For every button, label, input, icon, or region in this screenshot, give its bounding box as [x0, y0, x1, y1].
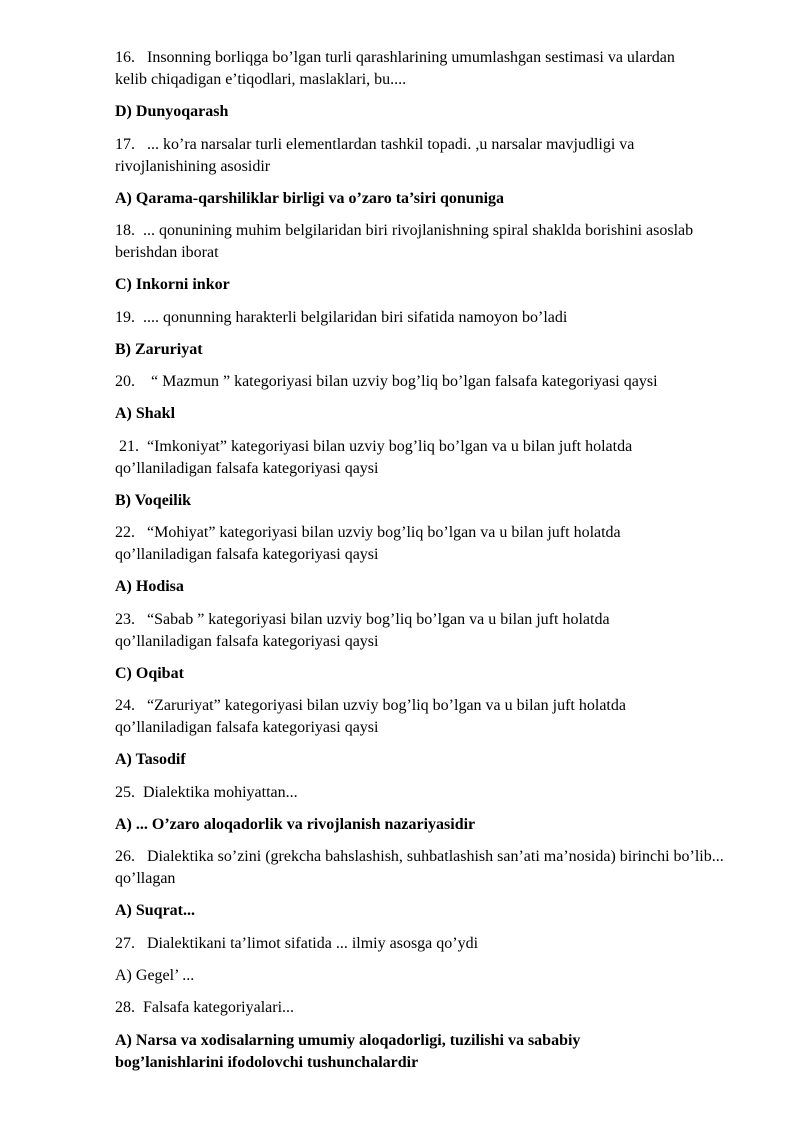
- question-26: 26. Dialektika so’zini (grekcha bahslashish, suhbatlashish san’ati ma’nosida) birinchi bo’lib... qo’llagan: [115, 848, 728, 887]
- question-23: 23. “Sabab ” kategoriyasi bilan uzviy bog’liq bo’lgan va u bilan juft holatda qo’llaniladigan falsafa kategoriyasi qaysi: [115, 611, 614, 650]
- question-28: 28. Falsafa kategoriyalari...: [115, 999, 295, 1016]
- answer-19: B) Zaruriyat: [115, 341, 203, 358]
- answer-22: A) Hodisa: [115, 578, 184, 595]
- question-21: 21. “Imkoniyat” kategoriyasi bilan uzviy bog’liq bo’lgan va u bilan juft holatda qo’llaniladigan falsafa kategoriyasi qaysi: [115, 438, 637, 477]
- answer-27: A) Gegel’ ...: [115, 967, 195, 984]
- answer-26: A) Suqrat...: [115, 902, 196, 919]
- question-18: 18. ... qonunining muhim belgilaridan biri rivojlanishning spiral shaklda borishini asoslab berishdan iborat: [115, 222, 698, 261]
- question-25: 25. Dialektika mohiyattan...: [115, 784, 298, 801]
- answer-17: A) Qarama-qarshiliklar birligi va o’zaro ta’siri qonuniga: [115, 190, 505, 207]
- question-19: 19. .... qonunning harakterli belgilaridan biri sifatida namoyon bo’ladi: [115, 309, 568, 326]
- answer-23: C) Oqibat: [115, 665, 184, 682]
- question-27: 27. Dialektikani ta’limot sifatida ... ilmiy asosga qo’ydi: [115, 935, 479, 952]
- answer-21: B) Voqeilik: [115, 492, 192, 509]
- question-17: 17. ... ko’ra narsalar turli elementlardan tashkil topadi. ,u narsalar mavjudligi va rivojlanishining asosidir: [115, 136, 639, 175]
- question-22: 22. “Mohiyat” kategoriyasi bilan uzviy bog’liq bo’lgan va u bilan juft holatda qo’llaniladigan falsafa kategoriyasi qaysi: [115, 524, 625, 563]
- answer-18: C) Inkorni inkor: [115, 276, 230, 293]
- answer-16: D) Dunyoqarash: [115, 103, 229, 120]
- question-16: 16. Insonning borliqga bo’lgan turli qarashlarining umumlashgan sestimasi va ulardan kelib chiqadigan e’tiqodlari, maslaklari, bu....: [115, 49, 679, 88]
- question-20: 20. “ Mazmun ” kategoriyasi bilan uzviy bog’liq bo’lgan falsafa kategoriyasi qaysi: [115, 373, 658, 390]
- answer-20: A) Shakl: [115, 405, 176, 422]
- answer-25: A) ... O’zaro aloqadorlik va rivojlanish nazariyasidir: [115, 816, 476, 833]
- answer-28: A) Narsa va xodisalarning umumiy aloqadorligi, tuzilishi va sababiy bog’lanishlarini ifodolovchi tushunchalardir: [115, 1032, 585, 1071]
- answer-24: A) Tasodif: [115, 751, 186, 768]
- question-24: 24. “Zaruriyat” kategoriyasi bilan uzviy bog’liq bo’lgan va u bilan juft holatda qo’llaniladigan falsafa kategoriyasi qaysi: [115, 697, 630, 736]
